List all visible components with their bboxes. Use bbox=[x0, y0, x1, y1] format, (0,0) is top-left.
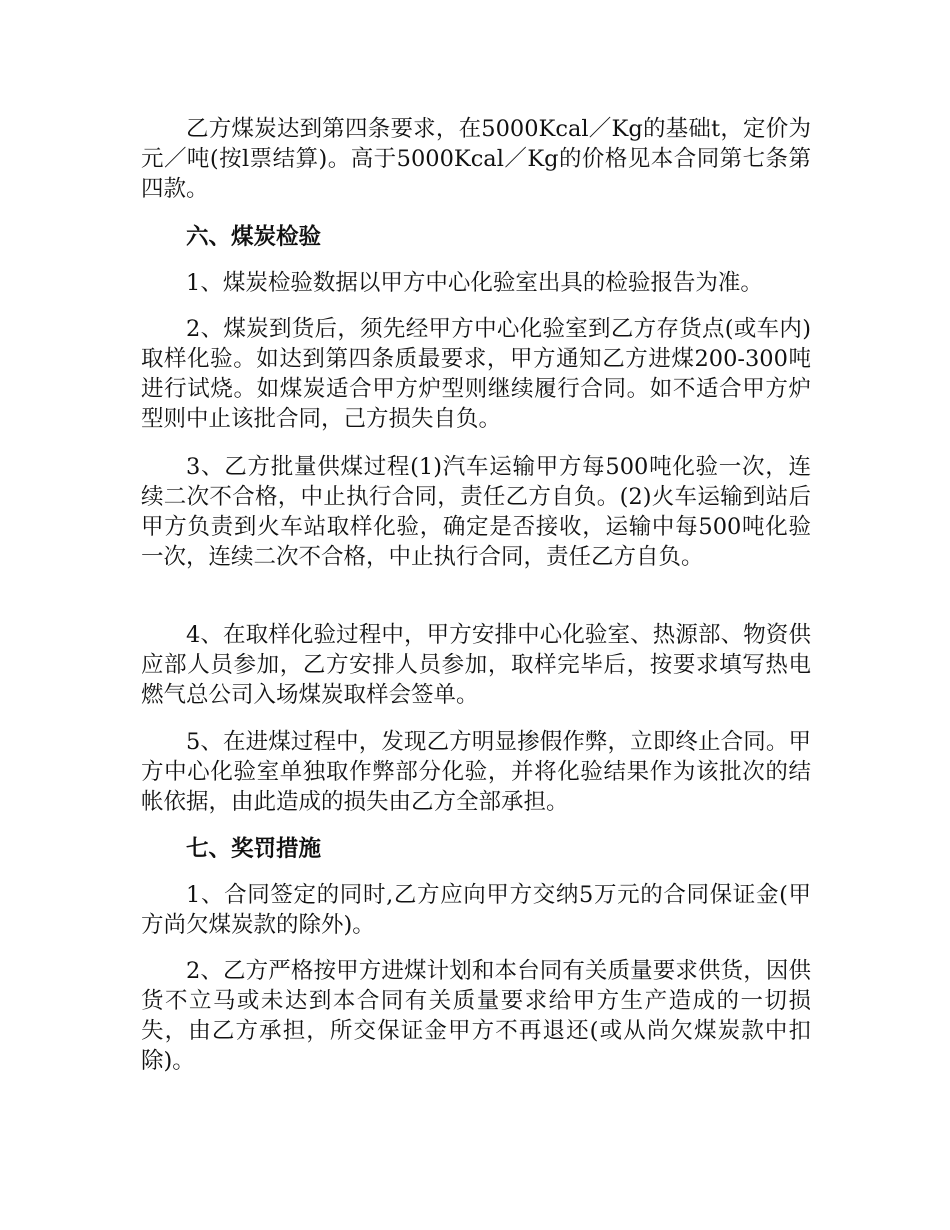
section-7-item-2: 2、乙方严格按甲方进煤计划和本台同有关质量要求供货，因供货不立马或未达到本合同有关质量要求给甲方生产造成的一切损失，由乙方承担，所交保证金甲方不再退还(或从尚欠煤炭款中扣除)。 bbox=[141, 958, 811, 1074]
section-6-heading: 六、煤炭检验 bbox=[186, 224, 322, 250]
section-7-heading: 七、奖罚措施 bbox=[186, 836, 322, 862]
section-7-item-1: 1、合同签定的同时,乙方应向甲方交纳5万元的合同保证金(甲方尚欠煤炭款的除外)。 bbox=[141, 882, 811, 938]
section-6-item-4: 4、在取样化验过程中，甲方安排中心化验室、热源部、物资供应部人员参加，乙方安排人员参加，取样完毕后，按要求填写热电燃气总公司入场煤炭取样会签单。 bbox=[141, 622, 811, 708]
section-6-item-5: 5、在进煤过程中，发现乙方明显掺假作弊，立即终止合同。甲方中心化验室单独取作弊部分化验，并将化验结果作为该批次的结帐依据，由此造成的损失由乙方全部承担。 bbox=[141, 729, 811, 815]
section-6-item-3: 3、乙方批量供煤过程(1)汽车运输甲方每500吨化验一次，连续二次不合格，中止执行合同，责任乙方自负。(2)火车运输到站后甲方负责到火车站取样化验，确定是否接收，运输中每500吨化验一次，连续二次不合格，中止执行合同，责任乙方自负。 bbox=[141, 454, 811, 570]
section-6-item-1: 1、煤炭检验数据以甲方中心化验室出具的检验报告为准。 bbox=[186, 270, 763, 296]
section-6-item-2: 2、煤炭到货后，须先经甲方中心化验室到乙方存货点(或车内)取样化验。如达到第四条质最要求，甲方通知乙方进煤200-300吨进行试烧。如煤炭适合甲方炉型则继续履行合同。如不适合甲方炉型则中止该批合同，己方损失自负。 bbox=[141, 316, 811, 432]
intro-paragraph: 乙方煤炭达到第四条要求，在5000Kcal／Kg的基础t，定价为元／吨(按l票结算)。高于5000Kcal／Kg的价格见本合同第七条第四款。 bbox=[141, 116, 811, 202]
